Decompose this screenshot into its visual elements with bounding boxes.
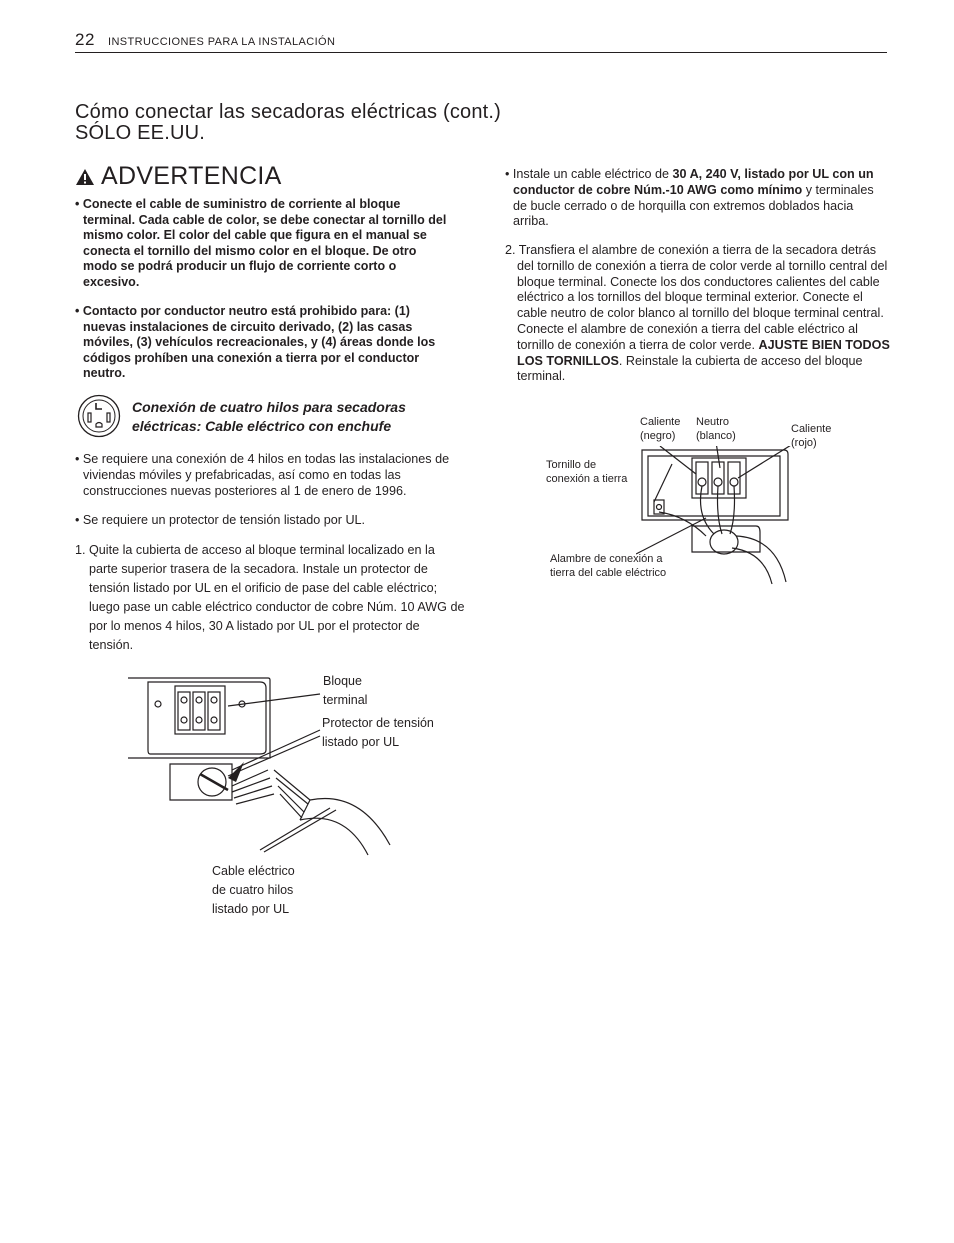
four-prong-outlet-icon bbox=[77, 394, 121, 438]
header-divider bbox=[75, 52, 887, 53]
label-hot-red: Caliente (rojo) bbox=[791, 423, 832, 449]
step-2: 2. Transfiera el alambre de conexión a tierra de la secadora detrás del tornillo de conexión a tierra de color verde al tornillo central del bloque terminal. Conecte los dos conductores calientes del cable eléctrico a los tornillos del bloque terminal exterior. Conecte el cable neutro de color blanco al tornillo del bloque terminal central. Conecte el alambre de conexión a tierra del cable eléctrico al tornillo de conexión a tierra de color verde. AJUSTE BIEN TODOS LOS TORNILLOS. Reinstale la cubierta de acceso del bloque terminal. bbox=[505, 243, 890, 384]
warning-item-1: • Conecte el cable de suministro de corriente al bloque terminal. Cada cable de color, se debe conectar al tornillo del mismo color. El color del cable que figura en el manual se conecta el tornillo del mismo color en el bloque. De otro modo se podrá producir un flujo de corriente corto o excesivo. bbox=[75, 197, 447, 289]
label-strain-relief: Protector de tensión listado por UL bbox=[322, 716, 434, 749]
warning-icon bbox=[75, 168, 95, 186]
four-wire-bullet-1: • Se requiere una conexión de 4 hilos en todas las instalaciones de viviendas móviles y prefabricadas, así como en todas las construcciones nuevas posteriores al 1 de enero de 1996. bbox=[75, 452, 450, 498]
label-neutral-white: Neutro (blanco) bbox=[696, 416, 736, 442]
four-wire-title: Conexión de cuatro hilos para secadoras eléctricas: Cable eléctrico con enchufe bbox=[132, 399, 406, 434]
page-number: 22 bbox=[75, 30, 95, 49]
label-ground-screw: Tornillo de conexión a tierra bbox=[546, 459, 628, 485]
page-title bbox=[75, 102, 501, 144]
four-wire-bullet-2: • Se requiere un protector de tensión listado por UL. bbox=[75, 513, 366, 527]
page-title-line2: SÓLO EE.UU. bbox=[75, 122, 206, 144]
page-title-line1: Cómo conectar las secadoras eléctricas (cont.) bbox=[75, 101, 502, 123]
label-terminal-block: Bloque terminal bbox=[323, 674, 368, 707]
label-four-wire-cord: Cable eléctrico de cuatro hilos listado por UL bbox=[212, 864, 295, 916]
warning-item-2: • Contacto por conductor neutro está prohibido para: (1) nuevas instalaciones de circuito derivado, (2) las casas móviles, (3) vehículos recreacionales, y (4) áreas donde los códigos prohíben una conexión a tierra por el conductor neutro. bbox=[75, 304, 436, 381]
cord-requirement-bullet: • Instale un cable eléctrico de 30 A, 240 V, listado por UL con un conductor de cobre Núm.-10 AWG como mínimo y terminales de bucle cerrado o de horquilla con extremos doblados hacia arriba. bbox=[505, 167, 874, 229]
warning-heading-text: ADVERTENCIA bbox=[101, 162, 282, 190]
step-1: 1. Quite la cubierta de acceso al bloque terminal localizado en la parte superior trasera de la secadora. Instale un protector de tensión listado por UL en el orificio de pase del cable eléctrico; luego pase un cable eléctrico conductor de cobre Núm. 10 AWG de por lo menos 4 hilos, 30 A listado por UL por el protector de tensión. bbox=[75, 543, 465, 652]
label-ground-wire: Alambre de conexión a tierra del cable eléctrico bbox=[550, 553, 667, 579]
warning-heading bbox=[75, 162, 282, 191]
section-title: INSTRUCCIONES PARA LA INSTALACIÓN bbox=[108, 36, 336, 48]
label-hot-black: Caliente (negro) bbox=[640, 416, 681, 442]
